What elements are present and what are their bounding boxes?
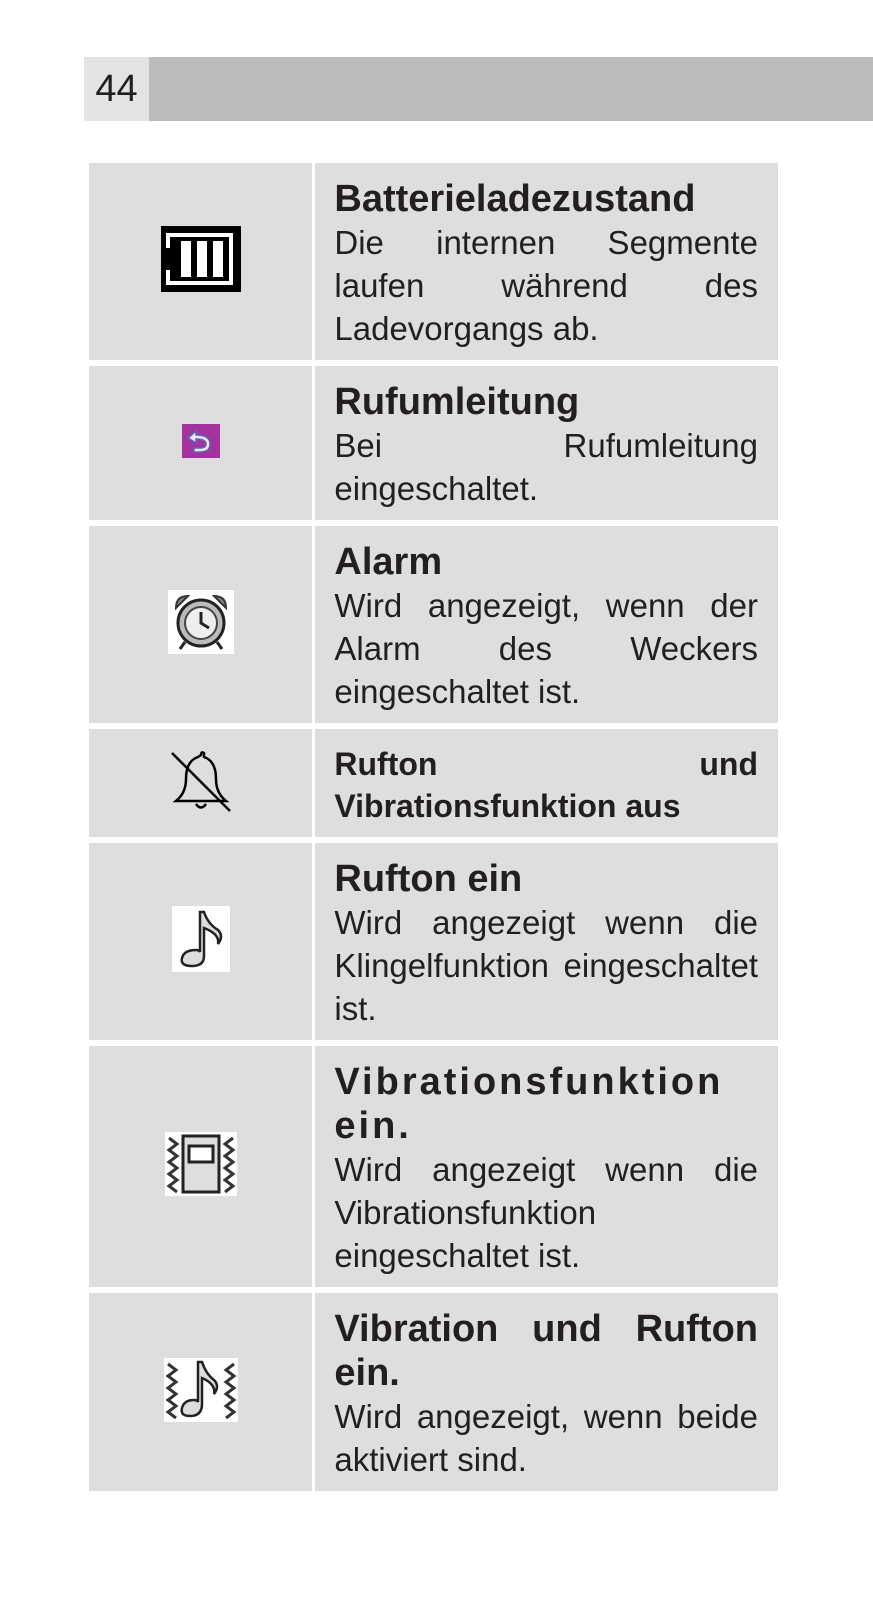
page-number: 44 xyxy=(84,57,149,121)
entry-title: Rufumleitung xyxy=(334,381,580,423)
text-cell xyxy=(315,526,778,723)
text-cell xyxy=(315,1293,778,1491)
entry-title: Vibrationsfunktion ein. xyxy=(334,1061,724,1147)
table-row xyxy=(89,526,778,723)
icon-cell xyxy=(89,729,312,837)
music-note-icon xyxy=(172,906,230,977)
table-row xyxy=(89,1293,778,1491)
entry-description: Wird angezeigt wenn die Vibrationsfunktion eingeschaltet ist. xyxy=(334,1151,758,1274)
table-row xyxy=(89,843,778,1040)
icon-cell xyxy=(89,1046,312,1287)
bell-off-icon xyxy=(168,749,234,818)
entry-title: Batterieladezustand xyxy=(334,178,696,220)
text-cell xyxy=(315,366,778,520)
text-cell xyxy=(315,163,778,360)
table-row xyxy=(89,1046,778,1287)
header-bar xyxy=(84,57,873,121)
table-row xyxy=(89,163,778,360)
vibration-icon xyxy=(165,1132,237,1201)
entry-title: Rufton und Vibrationsfunktion aus xyxy=(334,746,758,824)
entry-title: Rufton ein xyxy=(334,858,523,900)
text-cell xyxy=(315,1046,778,1287)
icon-cell xyxy=(89,163,312,360)
vibration-ringtone-icon xyxy=(164,1358,238,1427)
text-cell xyxy=(315,843,778,1040)
entry-description: Die internen Segmente laufen während des Ladevorgangs ab. xyxy=(334,224,758,347)
alarm-clock-icon xyxy=(168,590,234,659)
entry-title: Alarm xyxy=(334,541,443,583)
icon-cell xyxy=(89,1293,312,1491)
entry-description: Wird angezeigt wenn die Klingelfunktion eingeschaltet ist. xyxy=(334,904,758,1027)
text-cell xyxy=(315,729,778,837)
battery-icon xyxy=(161,226,241,297)
status-icon-table xyxy=(86,157,781,1497)
table-row xyxy=(89,729,778,837)
entry-description: Bei Rufumleitung eingeschaltet. xyxy=(334,427,758,507)
entry-description: Wird angezeigt, wenn beide aktiviert sind. xyxy=(334,1398,758,1478)
call-forward-icon xyxy=(182,424,220,463)
icon-cell xyxy=(89,843,312,1040)
entry-title: Vibration und Rufton ein. xyxy=(334,1308,758,1394)
table-row xyxy=(89,366,778,520)
icon-cell xyxy=(89,526,312,723)
icon-cell xyxy=(89,366,312,520)
entry-description: Wird angezeigt, wenn der Alarm des Weckers eingeschaltet ist. xyxy=(334,587,758,710)
